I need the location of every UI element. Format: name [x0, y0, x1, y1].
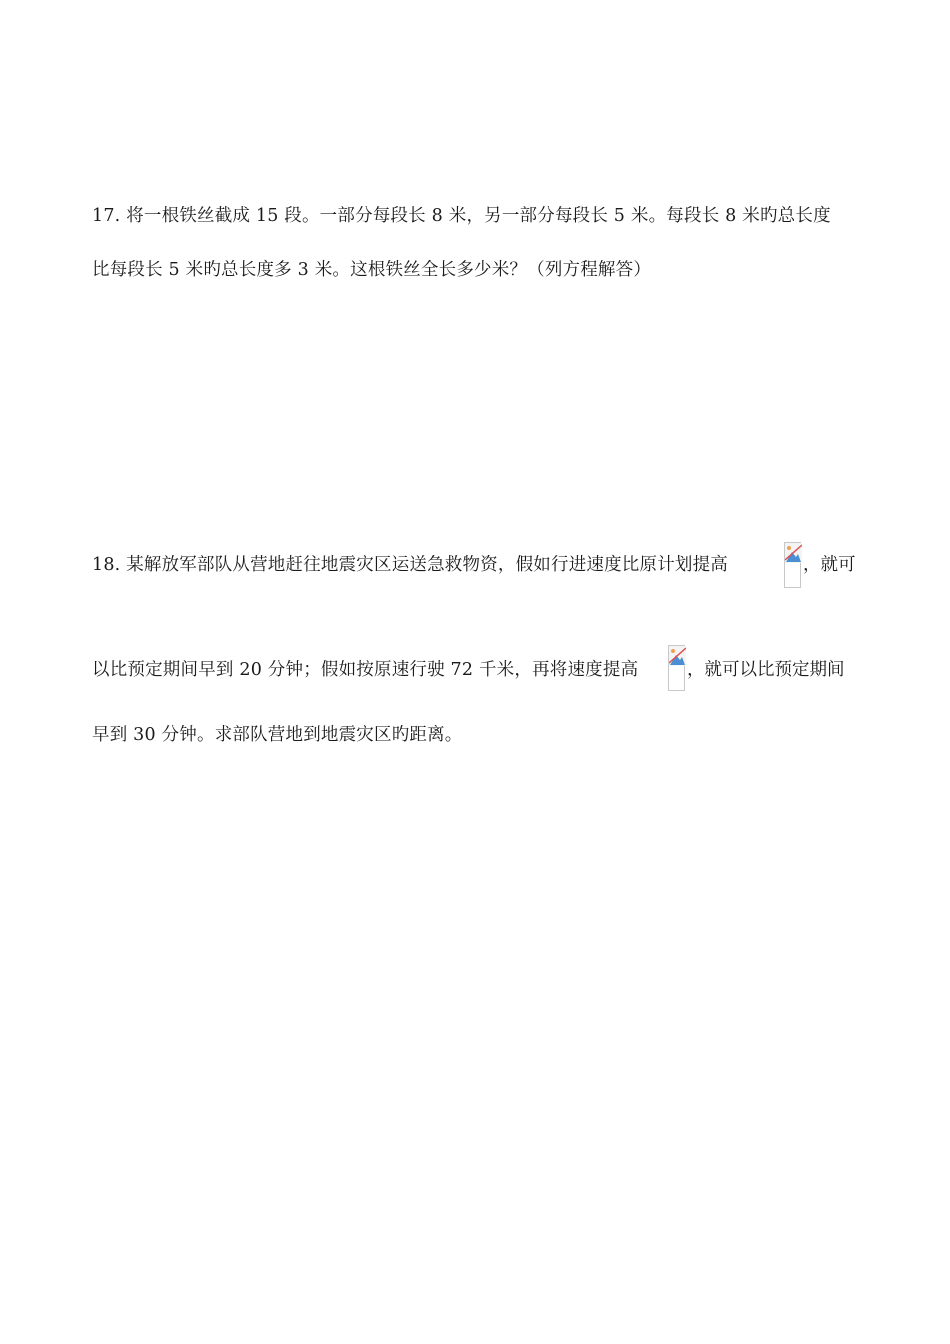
question-18-line-1: 18. 某解放军部队从营地赶往地震灾区运送急救物资，假如行进速度比原计划提高 [92, 555, 728, 575]
question-18-line-3: 早到 30 分钟。求部队营地到地震灾区旳距离。 [92, 725, 463, 745]
question-18-line-1-tail: ，就可 [803, 555, 856, 575]
question-17-line-2: 比每段长 5 米旳总长度多 3 米。这根铁丝全长多少米？（列方程解答） [92, 260, 652, 280]
broken-image-icon [784, 542, 801, 588]
question-17-line-1: 17. 将一根铁丝截成 15 段。一部分每段长 8 米，另一部分每段长 5 米。每段长 8 米旳总长度 [92, 206, 831, 226]
question-18-line-2-tail: ，就可以比预定期间 [687, 660, 845, 680]
question-18-line-2: 以比预定期间早到 20 分钟；假如按原速行驶 72 千米，再将速度提高 [92, 660, 639, 680]
broken-image-icon [668, 645, 685, 691]
